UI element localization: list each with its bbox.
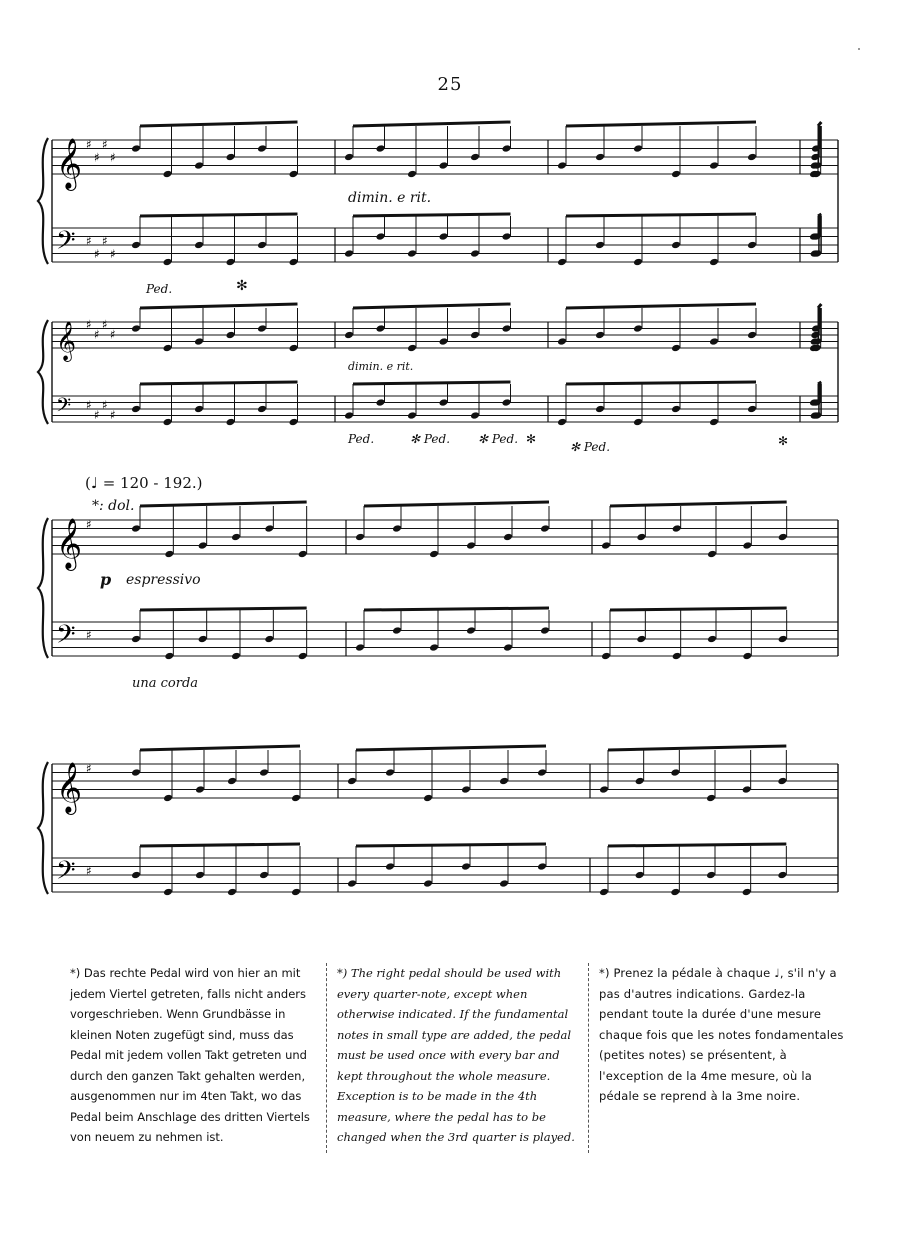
note-head (636, 533, 646, 542)
note-head (707, 550, 717, 559)
note-head (503, 643, 513, 652)
note-head (595, 331, 605, 340)
note-head (470, 411, 480, 420)
pedal-mark-2c: ✻ Ped. (478, 432, 519, 446)
note-head (392, 626, 402, 635)
note-head (429, 550, 439, 559)
espressivo-marking: espressivo (126, 572, 201, 588)
pedal-mark-1: Ped. (146, 282, 173, 296)
beam (356, 844, 546, 846)
note-head (671, 344, 681, 353)
beam (818, 122, 821, 126)
note-head (601, 652, 611, 661)
note-head (439, 398, 449, 407)
pedal-mark-2a: Ped. (348, 432, 375, 446)
sharp-sign: ♯ (86, 137, 92, 152)
note-head (706, 871, 716, 880)
note-head (198, 635, 208, 644)
brace (38, 138, 48, 264)
note-head (595, 405, 605, 414)
note-head (557, 258, 567, 267)
footnote-english: *) The right pedal should be used with every quarter-note, except when otherwise indicated. If the fundamental notes in small type are added, the pedal must be used once with every bar and kept throughout the whole measure. Exception is to be made in the 4th measure, where the pedal has to be changed when the 3rd quarter is played. (326, 963, 588, 1153)
bass-clef: 𝄢 (56, 393, 72, 422)
note-head (195, 871, 205, 880)
note-head (376, 398, 386, 407)
note-head (633, 418, 643, 427)
bass-clef: 𝄢 (56, 226, 76, 262)
note-head (499, 777, 509, 786)
note-head (747, 241, 757, 250)
sharp-sign: ♯ (110, 407, 116, 422)
treble-clef: 𝄞 (56, 762, 83, 813)
note-head (709, 161, 719, 170)
beam (818, 304, 821, 308)
sharp-sign: ♯ (110, 150, 116, 165)
note-head (470, 331, 480, 340)
sharp-sign: ♯ (102, 317, 108, 332)
note-head (407, 411, 417, 420)
note-head (259, 871, 269, 880)
note-head (672, 652, 682, 661)
sharp-sign: ♯ (102, 137, 108, 152)
note-head (291, 888, 301, 897)
note-head (540, 524, 550, 533)
beam (364, 502, 549, 506)
beam (140, 844, 300, 846)
note-head (423, 879, 433, 888)
beam (140, 214, 298, 216)
note-head (347, 777, 357, 786)
note-head (385, 862, 395, 871)
note-head (355, 643, 365, 652)
note-head (198, 541, 208, 550)
note-head (672, 524, 682, 533)
note-head (407, 344, 417, 353)
direction-dimin-rit-2: dimin. e rit. (348, 360, 414, 373)
pedal-release-2f: ✻ (778, 434, 789, 448)
beam (356, 746, 546, 750)
note-head (777, 871, 787, 880)
note-head (778, 533, 788, 542)
note-head (635, 777, 645, 786)
treble-staff (52, 517, 838, 554)
treble-staff (52, 761, 838, 798)
note-head (163, 888, 173, 897)
note-head (540, 626, 550, 635)
note-head (194, 337, 204, 346)
beam (140, 502, 307, 506)
footnote-german: *) Das rechte Pedal wird von hier an mit jedem Viertel getreten, falls nicht anders vorgeschrieben. Wenn Grundbässe in kleinen Noten zugefügt sind, muss das Pedal mit jedem vollen Takt getreten und durch den ganzen Takt gehalten werden, ausgenommen nur im 4ten Takt, wo das Pedal beim Anschlage des dritten Viertels von neuem zu nehmen ist. (70, 966, 310, 1144)
note-head (470, 153, 480, 162)
note-head (707, 635, 717, 644)
bass-staff (52, 858, 838, 892)
note-head (778, 635, 788, 644)
note-head (466, 541, 476, 550)
sharp-sign: ♯ (86, 761, 92, 776)
beam (140, 382, 298, 384)
sharp-sign: ♯ (86, 398, 92, 412)
beam (818, 214, 821, 216)
note-head (289, 258, 299, 267)
note-head (502, 324, 512, 333)
tempo-marking: (♩ = 120 - 192.) (85, 474, 203, 492)
pedal-mark-2e: ✻ Ped. (570, 440, 611, 454)
note-head (470, 249, 480, 258)
sharp-sign: ♯ (86, 317, 92, 332)
note-head (407, 249, 417, 258)
note-head (163, 418, 173, 427)
note-head (671, 170, 681, 179)
brace (38, 762, 48, 894)
beam (364, 608, 549, 610)
note-head (742, 652, 752, 661)
beam (353, 214, 511, 216)
beam (566, 304, 756, 308)
note-head (194, 161, 204, 170)
beam (140, 122, 298, 126)
note-head (376, 144, 386, 153)
note-head (257, 241, 267, 250)
note-head (503, 533, 513, 542)
note-head (595, 241, 605, 250)
note-head (636, 635, 646, 644)
note-head (742, 785, 752, 794)
note-head (709, 258, 719, 267)
sharp-sign: ♯ (102, 234, 108, 248)
note-head (289, 418, 299, 427)
dynamic-p: p (100, 570, 112, 589)
treble-staff (52, 137, 838, 174)
sharp-sign: ♯ (94, 407, 100, 422)
note-head (557, 418, 567, 427)
beam (566, 122, 756, 126)
pedal-release-2d: ✻ (526, 432, 537, 446)
note-head (709, 337, 719, 346)
note-head (131, 524, 141, 533)
note-head (257, 324, 267, 333)
note-head (407, 170, 417, 179)
footnote-french: *) Prenez la pédale à chaque ♩, s'il n'y a pas d'autres indications. Gardez-la pendant toute la durée d'une mesure chaque fois que les notes fondamentales (petites notes) se présentent, à l'exception de la 4me mesure, où la pédale se reprend à la 3me noire. (588, 963, 860, 1153)
brace (38, 320, 48, 424)
note-head (131, 324, 141, 333)
note-head (164, 652, 174, 661)
note-head (385, 768, 395, 777)
beam (353, 382, 511, 384)
note-head (344, 153, 354, 162)
note-head (131, 241, 141, 250)
note-head (439, 337, 449, 346)
una-corda-marking: una corda (132, 676, 199, 691)
note-head (747, 331, 757, 340)
direction-dimin-rit-1: dimin. e rit. (348, 190, 432, 206)
beam (608, 746, 786, 750)
sharp-sign: ♯ (86, 628, 92, 642)
note-head (671, 405, 681, 414)
sharp-sign: ♯ (86, 517, 92, 532)
sharp-sign: ♯ (94, 150, 100, 165)
bass-staff (52, 228, 838, 262)
note-head (461, 862, 471, 871)
note-head (670, 768, 680, 777)
beam (566, 382, 756, 384)
note-head (439, 232, 449, 241)
note-head (601, 541, 611, 550)
beam (353, 304, 511, 308)
note-head (164, 550, 174, 559)
sharp-sign: ♯ (110, 327, 116, 342)
note-head (502, 232, 512, 241)
note-head (226, 331, 236, 340)
note-head (633, 144, 643, 153)
note-head (226, 153, 236, 162)
note-head (289, 344, 299, 353)
note-head (163, 344, 173, 353)
note-head (557, 161, 567, 170)
note-head (742, 888, 752, 897)
note-head (747, 405, 757, 414)
note-head (257, 405, 267, 414)
note-head (537, 768, 547, 777)
note-head (227, 777, 237, 786)
note-head (376, 232, 386, 241)
note-head (289, 170, 299, 179)
note-head (264, 524, 274, 533)
sharp-sign: ♯ (94, 246, 100, 261)
note-head (557, 337, 567, 346)
note-head (595, 153, 605, 162)
beam (608, 844, 786, 846)
note-head (423, 794, 433, 803)
note-head (264, 635, 274, 644)
note-head (376, 324, 386, 333)
note-head (194, 405, 204, 414)
note-head (226, 258, 236, 267)
note-head (355, 533, 365, 542)
pedal-mark-2b: ✻ Ped. (410, 432, 451, 446)
note-head (131, 871, 141, 880)
note-head (131, 144, 141, 153)
bass-staff (52, 622, 838, 656)
beam (140, 608, 307, 610)
note-head (633, 324, 643, 333)
note-head (635, 871, 645, 880)
note-head (671, 241, 681, 250)
note-head (344, 331, 354, 340)
note-head (502, 398, 512, 407)
sharp-sign: ♯ (94, 327, 100, 342)
note-head (163, 170, 173, 179)
note-head (298, 652, 308, 661)
note-head (777, 777, 787, 786)
bass-clef: 𝄢 (56, 856, 76, 892)
note-head (131, 768, 141, 777)
beam (818, 382, 821, 384)
note-head (461, 785, 471, 794)
note-head (163, 794, 173, 803)
note-head (633, 258, 643, 267)
note-head (226, 418, 236, 427)
note-head (392, 524, 402, 533)
sharp-sign: ♯ (110, 246, 116, 261)
note-head (194, 241, 204, 250)
note-head (163, 258, 173, 267)
note-head (439, 161, 449, 170)
note-head (429, 643, 439, 652)
beam (566, 214, 756, 216)
note-head (231, 533, 241, 542)
treble-clef: 𝄞 (56, 138, 83, 189)
beam (140, 746, 300, 750)
note-head (344, 249, 354, 258)
dolce-marking: *: dol. (92, 498, 135, 514)
note-head (298, 550, 308, 559)
bass-clef: 𝄢 (56, 620, 76, 656)
note-head (466, 626, 476, 635)
page-number: 25 (437, 74, 463, 95)
treble-clef: 𝄞 (56, 518, 83, 569)
pedal-release-1: ✻ (236, 278, 248, 294)
brace (38, 518, 48, 658)
treble-clef: 𝄞 (56, 321, 76, 360)
note-head (747, 153, 757, 162)
edge-dot (858, 48, 860, 50)
note-head (499, 879, 509, 888)
beam (140, 304, 298, 308)
note-head (537, 862, 547, 871)
note-head (344, 411, 354, 420)
footnotes (60, 963, 860, 1153)
beam (353, 122, 511, 126)
note-head (195, 785, 205, 794)
note-head (599, 888, 609, 897)
note-head (502, 144, 512, 153)
note-head (231, 652, 241, 661)
note-head (742, 541, 752, 550)
note-head (291, 794, 301, 803)
note-head (257, 144, 267, 153)
sharp-sign: ♯ (102, 398, 108, 412)
beam (610, 608, 787, 610)
note-head (347, 879, 357, 888)
note-head (259, 768, 269, 777)
note-head (709, 418, 719, 427)
note-head (131, 635, 141, 644)
beam (610, 502, 787, 506)
note-head (227, 888, 237, 897)
sharp-sign: ♯ (86, 864, 92, 878)
note-head (599, 785, 609, 794)
sharp-sign: ♯ (86, 234, 92, 248)
note-head (670, 888, 680, 897)
note-head (706, 794, 716, 803)
note-head (131, 405, 141, 414)
